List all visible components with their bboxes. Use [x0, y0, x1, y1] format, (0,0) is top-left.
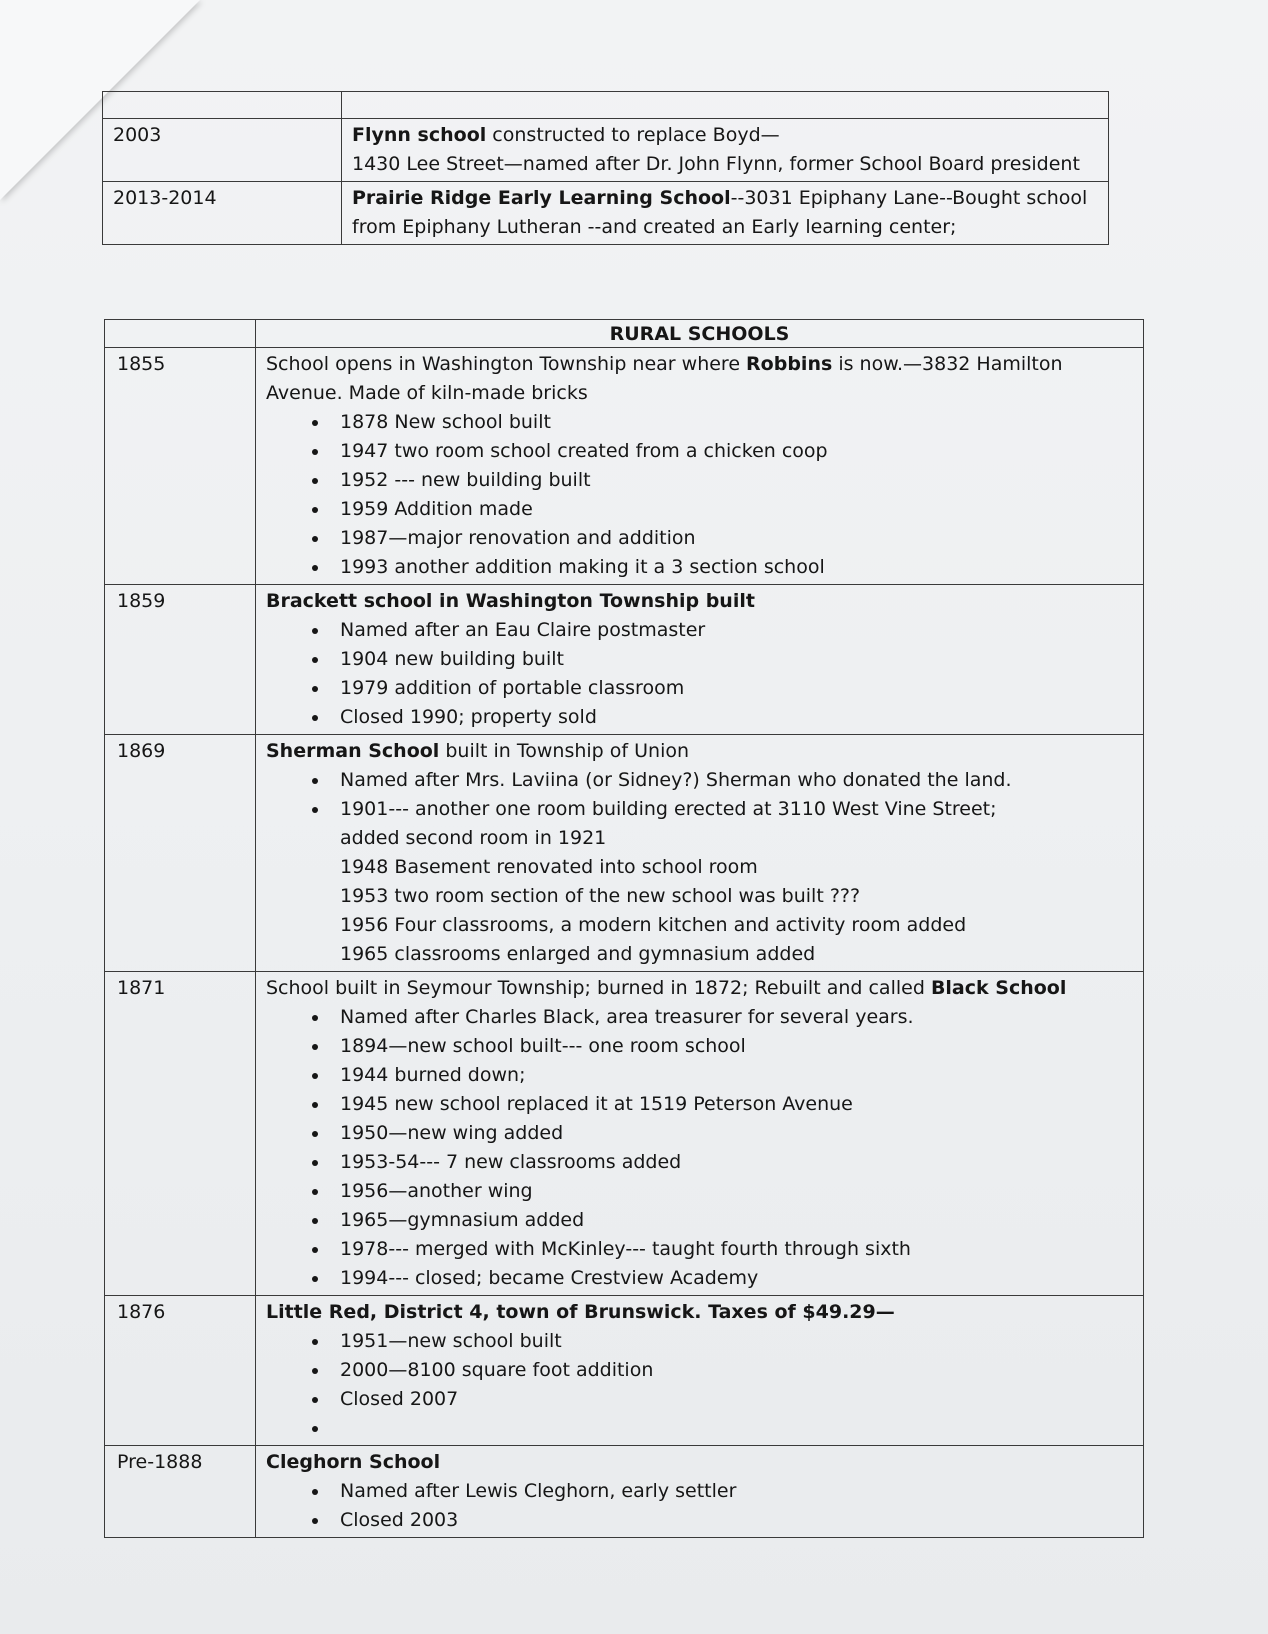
table-row — [105, 972, 1144, 1296]
year-cell: 1876 — [105, 1296, 256, 1446]
event-list — [266, 1477, 1133, 1535]
event-list — [266, 1327, 1133, 1443]
description-cell: School opens in Washington Township near where Robbins is now.—3832 Hamilton Avenue. Made of kiln-made bricks • 1878 New school built • 1947 two room school created from a chicken coop • 1952 --- new building built • 1959 Addition made • 1987—major renovation and addition • 1993 another addition making it a 3 section school — [256, 348, 1144, 585]
list-item: • 1950—new wing added — [330, 1119, 1133, 1148]
list-item: • Named after Charles Black, area treasurer for several years. — [330, 1003, 1133, 1032]
school-name: Black School — [930, 977, 1067, 999]
list-item: • 1894—new school built--- one room school — [330, 1032, 1133, 1061]
list-item: • 1951—new school built — [330, 1327, 1133, 1356]
year-cell: Pre-1888 — [105, 1446, 256, 1538]
table-row — [103, 182, 1109, 245]
list-item: • 1944 burned down; — [330, 1061, 1133, 1090]
list-item: • Closed 2003 — [330, 1506, 1133, 1535]
table-row — [103, 119, 1109, 182]
table-row — [103, 92, 1109, 119]
list-item: • Closed 2007 — [330, 1385, 1133, 1414]
list-item: • 1994--- closed; became Crestview Academy — [330, 1264, 1133, 1293]
table-header-row — [105, 320, 1144, 348]
list-item: • 2000—8100 square foot addition — [330, 1356, 1133, 1385]
year-cell: 2013-2014 — [103, 182, 342, 245]
description-cell — [256, 585, 1144, 735]
description-cell: School built in Seymour Township; burned in 1872; Rebuilt and called Black School • Named after Charles Black, area treasurer for several years. • 1894—new school built--- one room school • 1944 burned down; • 1945 new school replaced it at 1519 Peterson Avenue • 1950—new wing added • 1953-54--- 7 new classrooms added • 1956—another wing • 1965—gymnasium added • 1978--- merged with McKinley--- taught fourth through sixth • 1994--- closed; became Crestview Academy — [256, 972, 1144, 1296]
school-name: Brackett school in Washington Township built — [266, 590, 755, 612]
year-cell: 1859 — [105, 585, 256, 735]
list-item: • Named after Mrs. Laviina (or Sidney?) Sherman who donated the land. — [330, 766, 1133, 795]
school-name: Sherman School — [266, 740, 440, 762]
table-row — [105, 1296, 1144, 1446]
list-item — [330, 1414, 1133, 1443]
description-cell: Flynn school constructed to replace Boyd— 1430 Lee Street—named after Dr. John Flynn, former School Board president — [342, 119, 1109, 182]
list-item: • 1952 --- new building built — [330, 466, 1133, 495]
school-name: Cleghorn School — [266, 1451, 441, 1473]
list-item: • 1993 another addition making it a 3 section school — [330, 553, 1133, 582]
list-item: • 1956—another wing — [330, 1177, 1133, 1206]
year-cell: 1869 — [105, 735, 256, 972]
list-item: • 1945 new school replaced it at 1519 Peterson Avenue — [330, 1090, 1133, 1119]
list-item: • Named after Lewis Cleghorn, early settler — [330, 1477, 1133, 1506]
description-cell: Prairie Ridge Early Learning School--3031 Epiphany Lane--Bought school from Epiphany Lutheran --and created an Early learning center; — [342, 182, 1109, 245]
list-item: • 1947 two room school created from a chicken coop — [330, 437, 1133, 466]
list-item: • 1978--- merged with McKinley--- taught fourth through sixth — [330, 1235, 1133, 1264]
school-name: Little Red, District 4, town of Brunswick. Taxes of $49.29— — [266, 1301, 895, 1323]
table-row — [105, 585, 1144, 735]
year-cell: 2003 — [103, 119, 342, 182]
description-cell — [256, 1296, 1144, 1446]
event-list — [266, 408, 1133, 582]
year-cell: 1855 — [105, 348, 256, 585]
list-item: • 1959 Addition made — [330, 495, 1133, 524]
list-item: • Closed 1990; property sold — [330, 703, 1133, 732]
table-row — [105, 735, 1144, 972]
event-list — [266, 766, 1133, 824]
list-item: • Named after an Eau Claire postmaster — [330, 616, 1133, 645]
description-cell: Sherman School built in Township of Union • Named after Mrs. Laviina (or Sidney?) Sherman who donated the land. • 1901--- another one room building erected at 3110 West Vine Street; added second room in 1921 1948 Basement renovated into school room 1953 two room section of the new school was built ??? 1956 Four classrooms, a modern kitchen and activity room added 1965 classrooms enlarged and gymnasium added — [256, 735, 1144, 972]
description-cell — [256, 1446, 1144, 1538]
table-row — [105, 1446, 1144, 1538]
list-item: • 1965—gymnasium added — [330, 1206, 1133, 1235]
year-cell: 1871 — [105, 972, 256, 1296]
rural-schools-table — [104, 319, 1144, 1538]
list-item: • 1987—major renovation and addition — [330, 524, 1133, 553]
event-list — [266, 1003, 1133, 1293]
table-heading: RURAL SCHOOLS — [256, 320, 1144, 348]
list-item: • 1904 new building built — [330, 645, 1133, 674]
table-row — [105, 348, 1144, 585]
event-list — [266, 616, 1133, 732]
continuation-lines: added second room in 1921 1948 Basement renovated into school room 1953 two room section of the new school was built ??? 1956 Four classrooms, a modern kitchen and activity room added 1965 classrooms enlarged and gymnasium added — [340, 827, 967, 965]
list-item: • 1979 addition of portable classroom — [330, 674, 1133, 703]
school-name: Flynn school — [352, 124, 487, 146]
list-item: • 1901--- another one room building erected at 3110 West Vine Street; — [330, 795, 1133, 824]
list-item: • 1953-54--- 7 new classrooms added — [330, 1148, 1133, 1177]
urban-schools-table — [102, 91, 1109, 245]
list-item: • 1878 New school built — [330, 408, 1133, 437]
school-name: Prairie Ridge Early Learning School — [352, 187, 731, 209]
